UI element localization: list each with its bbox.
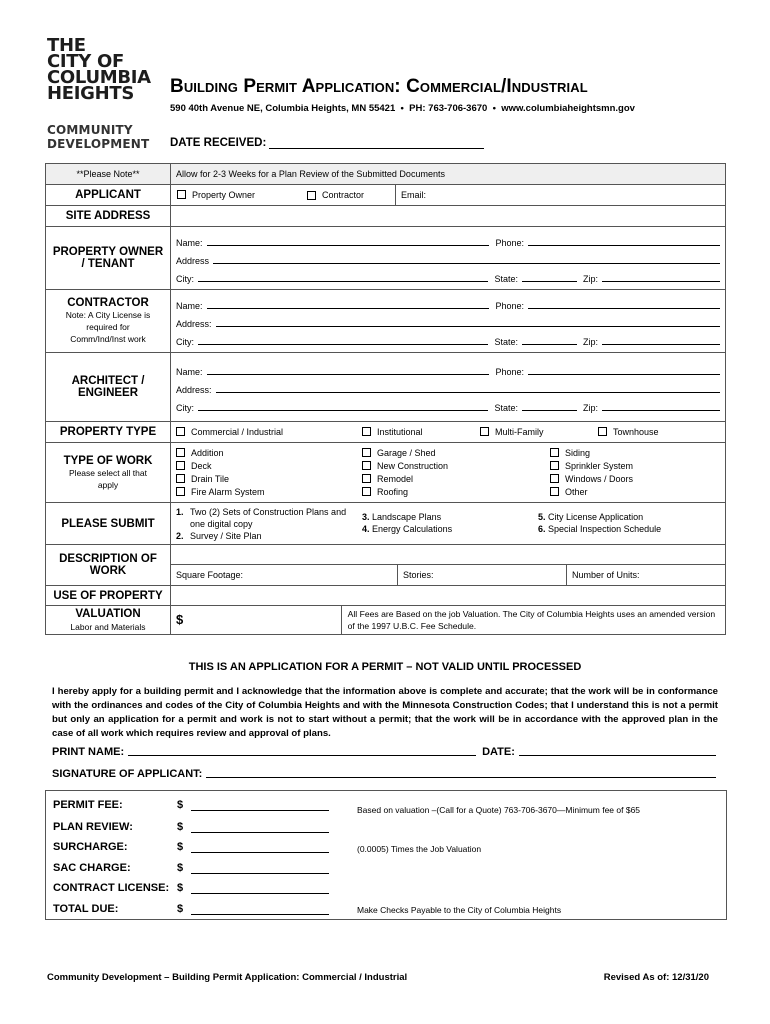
commercial-checkbox[interactable] — [176, 427, 185, 436]
deck-checkbox[interactable] — [176, 461, 185, 470]
date-received: DATE RECEIVED: — [170, 137, 484, 149]
garage-checkbox[interactable] — [362, 448, 371, 457]
declaration-text: I hereby apply for a building permit and I acknowledge that the information above is complete and accurate; that the work will be in conformance with the ordinances and codes of the City of Columbia Heights and with the Minnesota Construction Codes; that I understand this is not a permit but only an application for a permit and work is not to start without a permit; that the work will be in accordance with the approved plan in the case of all work which requires review and approval of plans. — [52, 686, 718, 739]
total-due-field[interactable] — [191, 914, 329, 915]
valuation-label: VALUATION Labor and Materials — [46, 606, 171, 635]
surcharge-field[interactable] — [191, 852, 329, 853]
architect-name-field[interactable] — [207, 373, 490, 375]
architect-address-field[interactable] — [216, 391, 720, 393]
contractor-address-field[interactable] — [216, 325, 720, 327]
addition-checkbox[interactable] — [176, 448, 185, 457]
type-of-work-label: TYPE OF WORK Please select all that apply — [46, 443, 171, 503]
application-form: **Please Note** Allow for 2-3 Weeks for a Plan Review of the Submitted Documents APPLICANT Property Owner Contractor Email: SITE ADDRESS PROPERTY OWNER / TENANT Name: Phone: Address City: State: Zip: CONTRACTOR Note: A City License is required for Comm/Ind/Inst work Name: Phone: Address: City: State: Zip: ARCHITECT / ENGINEER Name: Phone: Address: City: State: Zip: PROPERTY TYPE Commercial / Industrial Institutional Multi-Family Townhouse TYPE OF WORK Please select all that apply Addition Deck Drain Tile Fire Alarm System Garage / Shed New Construction Remodel Roofing Siding Sprinkler System Windows / Doors Other PLEASE SUBMIT 1. Two (2) Sets of Construction Plans and one digital copy 2. Survey / Site Plan 3. Landscape Plans 4. Energy Calculations 5. City License Application 6. Special Inspection Schedule DESCRIPTION OF WORK Square Footage: Stories: Number of Units: USE OF PROPERTY VALUATION Labor and Materials $ All Fees are Based on the job Valuation. The City of Columbia Heights uses an amended version of the 1997 U.B.C. Fee Schedule. — [45, 163, 726, 635]
architect-label: ARCHITECT / ENGINEER — [46, 353, 171, 422]
use-of-property-field[interactable] — [171, 586, 726, 606]
architect-zip-field[interactable] — [602, 409, 720, 411]
contract-license-field[interactable] — [191, 893, 329, 894]
architect-state-field[interactable] — [522, 409, 577, 411]
windows-checkbox[interactable] — [550, 474, 559, 483]
work-col1: Addition Deck Drain Tile Fire Alarm System — [176, 447, 362, 499]
print-name-row: PRINT NAME: DATE: — [52, 746, 716, 758]
description-label: DESCRIPTION OF WORK — [46, 545, 171, 586]
plan-review-field[interactable] — [191, 832, 329, 833]
other-checkbox[interactable] — [550, 487, 559, 496]
use-of-property-label: USE OF PROPERTY — [46, 586, 171, 606]
date-field[interactable] — [519, 754, 716, 756]
owner-phone-field[interactable] — [528, 244, 720, 246]
notice-heading: THIS IS AN APPLICATION FOR A PERMIT – NOT VALID UNTIL PROCESSED — [188, 661, 582, 673]
footer-left: Community Development – Building Permit Application: Commercial / Industrial — [47, 972, 408, 983]
description-field[interactable] — [171, 545, 726, 565]
square-footage-field[interactable]: Square Footage: — [171, 565, 398, 585]
contractor-state-field[interactable] — [522, 343, 577, 345]
stories-field[interactable]: Stories: — [398, 565, 567, 585]
work-col2: Garage / Shed New Construction Remodel Roofing — [362, 447, 550, 499]
contact-line: 590 40th Avenue NE, Columbia Heights, MN 55421 • PH: 763-706-3670 • www.columbiaheightsmn.gov — [170, 103, 635, 114]
valuation-field[interactable]: $ — [171, 606, 342, 634]
sprinkler-checkbox[interactable] — [550, 461, 559, 470]
roofing-checkbox[interactable] — [362, 487, 371, 496]
fees-box: PERMIT FEE: $ Based on valuation –(Call for a Quote) 763-706-3670—Minimum fee of $65 PLAN REVIEW: $ SURCHARGE: $ (0.0005) Times the Job Valuation SAC CHARGE: $ CONTRACT LICENSE: $ TOTAL DUE: $ Make Checks Payable to the City of Columbia Heights — [45, 790, 727, 920]
note-text: Allow for 2-3 Weeks for a Plan Review of the Submitted Documents — [171, 164, 726, 185]
page-title: Building Permit Application: Commercial/Industrial — [170, 76, 588, 97]
city-logo: THE CITY OF COLUMBIA HEIGHTS — [47, 35, 151, 104]
new-construction-checkbox[interactable] — [362, 461, 371, 470]
owner-city-field[interactable] — [198, 280, 488, 282]
date-received-field[interactable] — [269, 137, 484, 149]
surcharge-note: (0.0005) Times the Job Valuation — [357, 844, 482, 854]
sac-charge-field[interactable] — [191, 873, 329, 874]
remodel-checkbox[interactable] — [362, 474, 371, 483]
owner-address-field[interactable] — [213, 262, 720, 264]
property-type-label: PROPERTY TYPE — [46, 422, 171, 443]
total-note: Make Checks Payable to the City of Columbia Heights — [357, 905, 562, 915]
fees-note: All Fees are Based on the job Valuation. The City of Columbia Heights uses an amended version of the 1997 U.B.C. Fee Schedule. — [347, 609, 716, 631]
owner-label: PROPERTY OWNER / TENANT — [46, 227, 171, 290]
units-field[interactable]: Number of Units: — [572, 570, 640, 580]
multi-family-checkbox[interactable] — [480, 427, 489, 436]
owner-name-field[interactable] — [207, 244, 490, 246]
drain-tile-checkbox[interactable] — [176, 474, 185, 483]
applicant-label: APPLICANT — [46, 185, 171, 206]
institutional-checkbox[interactable] — [362, 427, 371, 436]
contractor-phone-field[interactable] — [528, 307, 720, 309]
site-address-label: SITE ADDRESS — [46, 206, 171, 227]
signature-row: SIGNATURE OF APPLICANT: — [52, 768, 716, 780]
contractor-zip-field[interactable] — [602, 343, 720, 345]
department-logo: COMMUNITY DEVELOPMENT — [47, 123, 150, 151]
architect-phone-field[interactable] — [528, 373, 720, 375]
permit-fee-note: Based on valuation –(Call for a Quote) 763-706-3670—Minimum fee of $65 — [357, 805, 641, 815]
contractor-city-field[interactable] — [198, 343, 488, 345]
siding-checkbox[interactable] — [550, 448, 559, 457]
site-address-field[interactable] — [171, 206, 726, 227]
permit-fee-field[interactable] — [191, 810, 329, 811]
please-submit-label: PLEASE SUBMIT — [46, 503, 171, 545]
signature-field[interactable] — [206, 776, 716, 778]
work-col3: Siding Sprinkler System Windows / Doors Other — [550, 447, 633, 499]
contractor-name-field[interactable] — [207, 307, 490, 309]
fire-alarm-checkbox[interactable] — [176, 487, 185, 496]
note-label: **Please Note** — [46, 164, 171, 185]
architect-city-field[interactable] — [198, 409, 488, 411]
owner-state-field[interactable] — [522, 280, 577, 282]
footer-right: Revised As of: 12/31/20 — [603, 972, 709, 983]
contractor-checkbox[interactable] — [307, 191, 316, 200]
townhouse-checkbox[interactable] — [598, 427, 607, 436]
print-name-field[interactable] — [128, 754, 476, 756]
owner-zip-field[interactable] — [602, 280, 720, 282]
email-field[interactable]: Email: — [401, 190, 427, 200]
contractor-label: CONTRACTOR Note: A City License is required for Comm/Ind/Inst work — [46, 290, 171, 353]
property-owner-checkbox[interactable] — [177, 190, 186, 199]
